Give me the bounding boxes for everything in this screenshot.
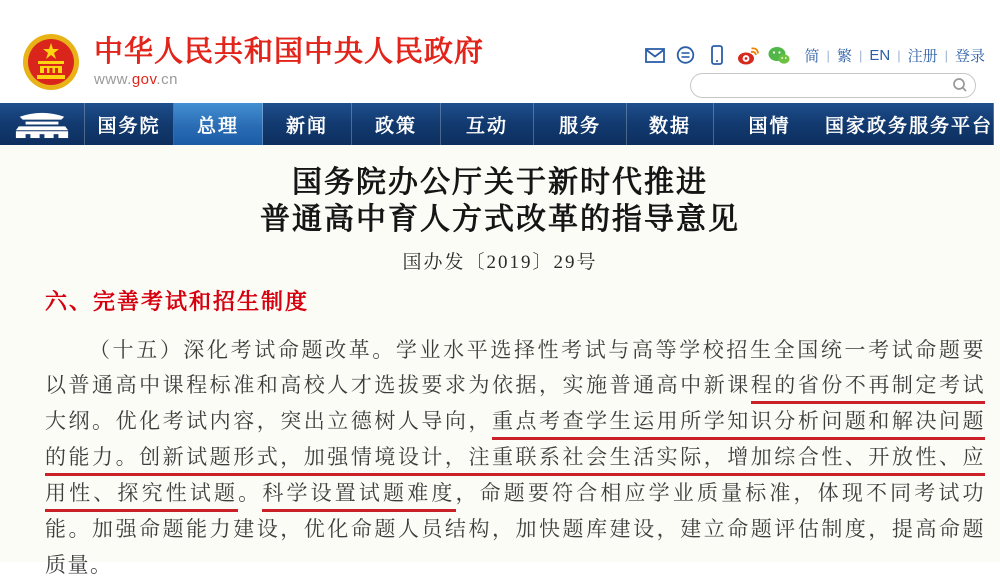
site-header [0,0,1000,103]
underlined-text: 重点考查学生运用所学知识分析问题和解决问题 [492,410,985,440]
nav-tab-服务[interactable]: 服务 [534,103,627,145]
paragraph-line [45,440,985,476]
separator: | [897,47,901,63]
paragraph [45,332,985,584]
mobile-icon[interactable] [706,44,728,66]
wechat-icon[interactable] [768,44,790,66]
chat-icon[interactable] [675,44,697,66]
document-title-line1: 国务院办公厅关于新时代推进 [292,166,708,199]
site-search [690,73,976,98]
lang-link-登录[interactable]: 登录 [954,47,985,65]
document-number: 国办发〔2019〕29号 [402,252,598,273]
section-heading: 六、完善考试和招生制度 [45,289,310,314]
body-text: ，命题要符合相应学业质量标准，体现不同考试功 [455,482,986,505]
nav-tab-国家政务服务平台[interactable]: 国家政务服务平台 [825,103,994,145]
paragraph-line [45,368,985,404]
lang-link-EN[interactable]: EN [869,46,891,64]
paragraph-line [45,404,985,440]
underlined-text: 科学设置试题难度 [262,482,455,512]
national-emblem-logo [22,33,80,91]
lang-link-简[interactable]: 简 [804,47,820,65]
tiananmen-gate-icon[interactable] [0,103,85,145]
body-text: 。 [238,482,263,505]
nav-tab-互动[interactable]: 互动 [441,103,534,145]
paragraph-line [45,548,985,584]
body-text: 学业水平选择性考试与高等学校招生全国统一考试命题要 [395,339,985,362]
site-brand[interactable] [94,36,484,88]
nav-tab-国务院[interactable]: 国务院 [85,103,174,145]
paragraph-line [45,332,985,368]
search-icon[interactable] [952,77,968,98]
header-quick-links [644,44,985,66]
paragraph-line [45,512,985,548]
body-text: （十五）深化考试命题改革。 [89,338,396,362]
language-links [805,45,985,66]
underlined-text: 的能力。创新试题形式，加强情境设计，注重联系社会生活实际，增加综合性、开放性、应 [45,446,985,476]
site-url: www.gov.cn [94,71,178,88]
search-input[interactable] [691,74,963,95]
nav-tab-数据[interactable]: 数据 [627,103,714,145]
nav-tab-总理[interactable]: 总理 [174,103,263,145]
lang-link-繁[interactable]: 繁 [836,47,852,65]
nav-tab-政策[interactable]: 政策 [352,103,441,145]
paragraph-line [45,476,985,512]
body-text: 大纲。优化考试内容，突出立德树人导向， [45,410,492,433]
weibo-icon[interactable] [737,44,759,66]
body-text: 质量。 [45,554,113,577]
nav-tab-新闻[interactable]: 新闻 [263,103,352,145]
lang-link-注册[interactable]: 注册 [907,47,938,65]
email-icon[interactable] [644,44,666,66]
body-text: 能。加强命题能力建设，优化命题人员结构，加快题库建设，建立命题评估制度，提高命题 [45,518,985,541]
underlined-text: 程的省份不再制定考试 [751,374,985,404]
separator: | [858,47,863,63]
separator: | [944,47,948,63]
separator: | [826,47,830,63]
main-nav [0,103,994,145]
document-title-line2: 普通高中育人方式改革的指导意见 [260,203,740,236]
nav-tab-国情[interactable]: 国情 [748,115,791,137]
underlined-text: 用性、探究性试题 [45,482,238,512]
site-title: 中华人民共和国中央人民政府 [94,36,485,68]
document-body [0,145,1000,577]
body-text: 以普通高中课程标准和高校人才选拔要求为依据，实施普通高中新课 [45,374,751,397]
